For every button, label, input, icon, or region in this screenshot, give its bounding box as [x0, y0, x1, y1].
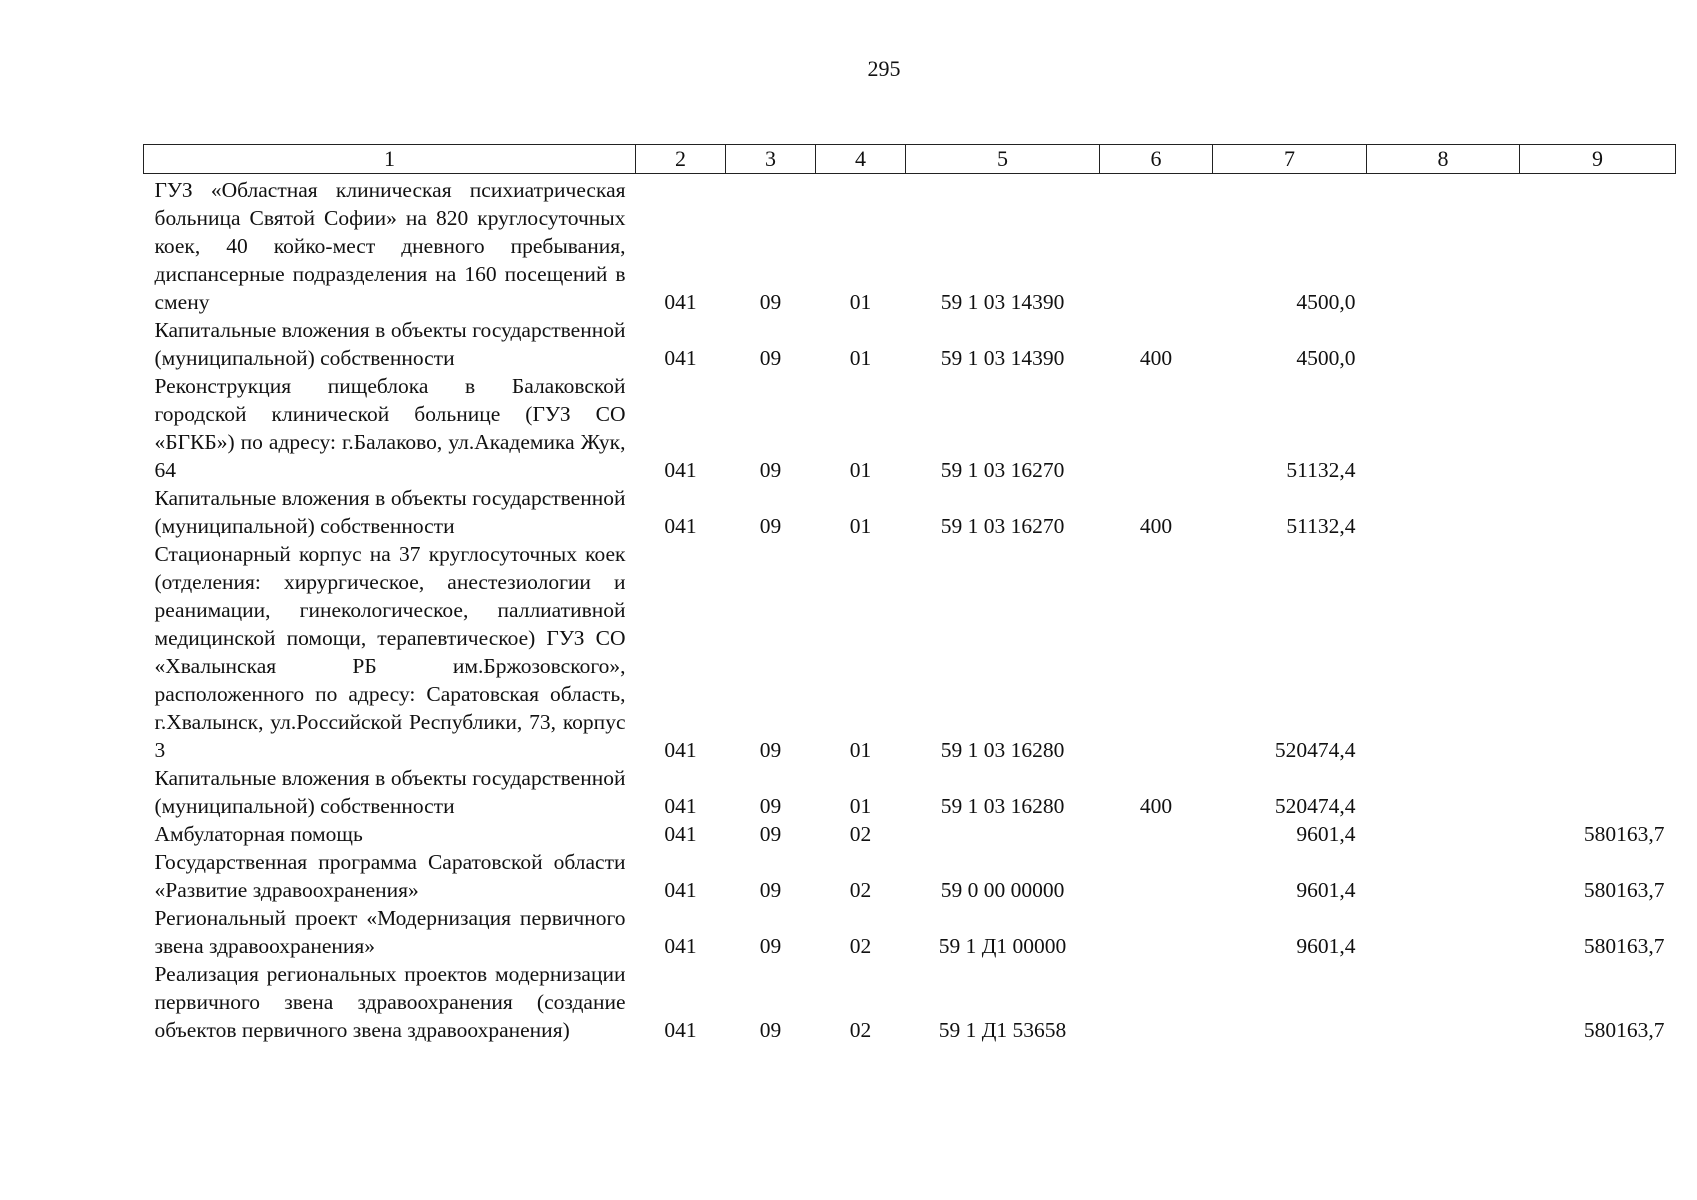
row-amount-9: 580163,7	[1583, 1018, 1665, 1042]
row-amount-8	[1367, 372, 1520, 484]
row-amount-7: 9601,4	[1296, 878, 1356, 902]
row-target-code: 59 1 03 16280	[940, 794, 1065, 818]
table-row	[144, 316, 1676, 372]
header-col-9: 9	[1520, 145, 1676, 174]
row-amount-9	[1520, 316, 1676, 372]
row-amount-8	[1367, 540, 1520, 764]
row-expense-type	[1100, 540, 1213, 764]
row-subsection-code: 01	[849, 738, 872, 762]
header-col-1: 1	[144, 145, 636, 174]
header-col-6: 6	[1100, 145, 1213, 174]
row-section-code: 09	[759, 514, 782, 538]
row-amount-8	[1367, 960, 1520, 1044]
row-amount-7: 520474,4	[1274, 738, 1356, 762]
row-amount-7: 9601,4	[1296, 822, 1356, 846]
table-row	[144, 764, 1676, 820]
header-col-4: 4	[816, 145, 906, 174]
row-section-code: 09	[759, 822, 782, 846]
row-amount-8	[1367, 174, 1520, 317]
row-expense-type: 400	[1139, 514, 1173, 538]
row-name: Капитальные вложения в объекты государственной (муниципальной) собственности	[154, 318, 626, 370]
row-section-code: 09	[759, 794, 782, 818]
row-name: Капитальные вложения в объекты государственной (муниципальной) собственности	[154, 486, 626, 538]
row-subsection-code: 02	[849, 1018, 872, 1042]
row-subsection-code: 02	[849, 878, 872, 902]
header-row	[144, 145, 1676, 174]
row-amount-9	[1520, 174, 1676, 317]
row-section-code: 09	[759, 934, 782, 958]
row-name: ГУЗ «Областная клиническая психиатрическая больница Святой Софии» на 820 круглосуточных коек, 40 койко-мест дневного пребывания, диспансерные подразделения на 160 посещений в смену	[154, 178, 626, 314]
row-target-code: 59 1 Д1 53658	[938, 1018, 1067, 1042]
row-target-code	[906, 820, 1100, 848]
row-ministry-code: 041	[664, 290, 697, 314]
row-subsection-code: 02	[849, 822, 872, 846]
row-target-code: 59 1 03 14390	[940, 290, 1065, 314]
row-ministry-code: 041	[664, 878, 697, 902]
row-ministry-code: 041	[664, 822, 697, 846]
row-expense-type	[1100, 960, 1213, 1044]
row-amount-7: 520474,4	[1274, 794, 1356, 818]
row-subsection-code: 02	[849, 934, 872, 958]
table-row	[144, 372, 1676, 484]
row-amount-7: 4500,0	[1296, 346, 1356, 370]
table-row	[144, 820, 1676, 848]
row-amount-7: 51132,4	[1286, 458, 1356, 482]
row-amount-9	[1520, 484, 1676, 540]
row-amount-8	[1367, 316, 1520, 372]
row-expense-type	[1100, 848, 1213, 904]
page-number: 295	[867, 56, 901, 81]
row-amount-9	[1520, 540, 1676, 764]
row-ministry-code: 041	[664, 934, 697, 958]
row-target-code: 59 1 03 16280	[940, 738, 1065, 762]
row-expense-type	[1100, 904, 1213, 960]
row-amount-7: 9601,4	[1296, 934, 1356, 958]
row-name: Капитальные вложения в объекты государственной (муниципальной) собственности	[154, 766, 626, 818]
row-section-code: 09	[759, 290, 782, 314]
header-col-3: 3	[726, 145, 816, 174]
row-target-code: 59 1 03 14390	[940, 346, 1065, 370]
row-expense-type	[1100, 820, 1213, 848]
row-subsection-code: 01	[849, 514, 872, 538]
row-ministry-code: 041	[664, 738, 697, 762]
row-subsection-code: 01	[849, 794, 872, 818]
row-section-code: 09	[759, 878, 782, 902]
row-amount-8	[1367, 764, 1520, 820]
table-row	[144, 904, 1676, 960]
table-row	[144, 848, 1676, 904]
row-amount-8	[1367, 848, 1520, 904]
row-expense-type: 400	[1139, 794, 1173, 818]
header-col-2: 2	[636, 145, 726, 174]
row-amount-8	[1367, 820, 1520, 848]
table-row	[144, 540, 1676, 764]
row-name: Государственная программа Саратовской области «Развитие здравоохранения»	[154, 850, 626, 902]
row-target-code: 59 0 00 00000	[940, 878, 1065, 902]
row-name: Амбулаторная помощь	[154, 822, 363, 846]
row-section-code: 09	[759, 738, 782, 762]
row-amount-9: 580163,7	[1583, 934, 1665, 958]
row-target-code: 59 1 Д1 00000	[938, 934, 1067, 958]
header-col-7: 7	[1213, 145, 1367, 174]
row-amount-9: 580163,7	[1583, 822, 1665, 846]
row-ministry-code: 041	[664, 514, 697, 538]
row-subsection-code: 01	[849, 290, 872, 314]
row-name: Региональный проект «Модернизация первичного звена здравоохранения»	[154, 906, 626, 958]
row-amount-9: 580163,7	[1583, 878, 1665, 902]
header-col-5: 5	[906, 145, 1100, 174]
row-section-code: 09	[759, 1018, 782, 1042]
row-expense-type	[1100, 174, 1213, 317]
row-amount-9	[1520, 764, 1676, 820]
row-amount-7: 51132,4	[1286, 514, 1356, 538]
row-ministry-code: 041	[664, 1018, 697, 1042]
row-ministry-code: 041	[664, 794, 697, 818]
row-section-code: 09	[759, 346, 782, 370]
row-section-code: 09	[759, 458, 782, 482]
row-name: Стационарный корпус на 37 круглосуточных коек (отделения: хирургическое, анестезиологии и реанимации, гинекологическое, паллиативной медицинской помощи, терапевтическое) ГУЗ СО «Хвалынская РБ им.Бржозовского», расположенного по адресу: Саратовская область, г.Хвалынск, ул.Российской Республики, 73, корпус 3	[154, 542, 626, 762]
row-expense-type: 400	[1139, 346, 1173, 370]
row-subsection-code: 01	[849, 346, 872, 370]
row-ministry-code: 041	[664, 346, 697, 370]
row-expense-type	[1100, 372, 1213, 484]
row-subsection-code: 01	[849, 458, 872, 482]
row-amount-9	[1520, 372, 1676, 484]
row-amount-8	[1367, 484, 1520, 540]
row-amount-8	[1367, 904, 1520, 960]
table-row	[144, 174, 1676, 317]
row-amount-7	[1213, 960, 1367, 1044]
table-row	[144, 484, 1676, 540]
row-target-code: 59 1 03 16270	[940, 458, 1065, 482]
header-col-8: 8	[1367, 145, 1520, 174]
row-ministry-code: 041	[664, 458, 697, 482]
row-target-code: 59 1 03 16270	[940, 514, 1065, 538]
table-row	[144, 960, 1676, 1044]
row-name: Реализация региональных проектов модернизации первичного звена здравоохранения (создание объектов первичного звена здравоохранения)	[154, 962, 626, 1042]
budget-table	[143, 144, 1676, 1044]
row-name: Реконструкция пищеблока в Балаковской городской клинической больнице (ГУЗ СО «БГКБ») по адресу: г.Балаково, ул.Академика Жук, 64	[154, 374, 626, 482]
row-amount-7: 4500,0	[1296, 290, 1356, 314]
